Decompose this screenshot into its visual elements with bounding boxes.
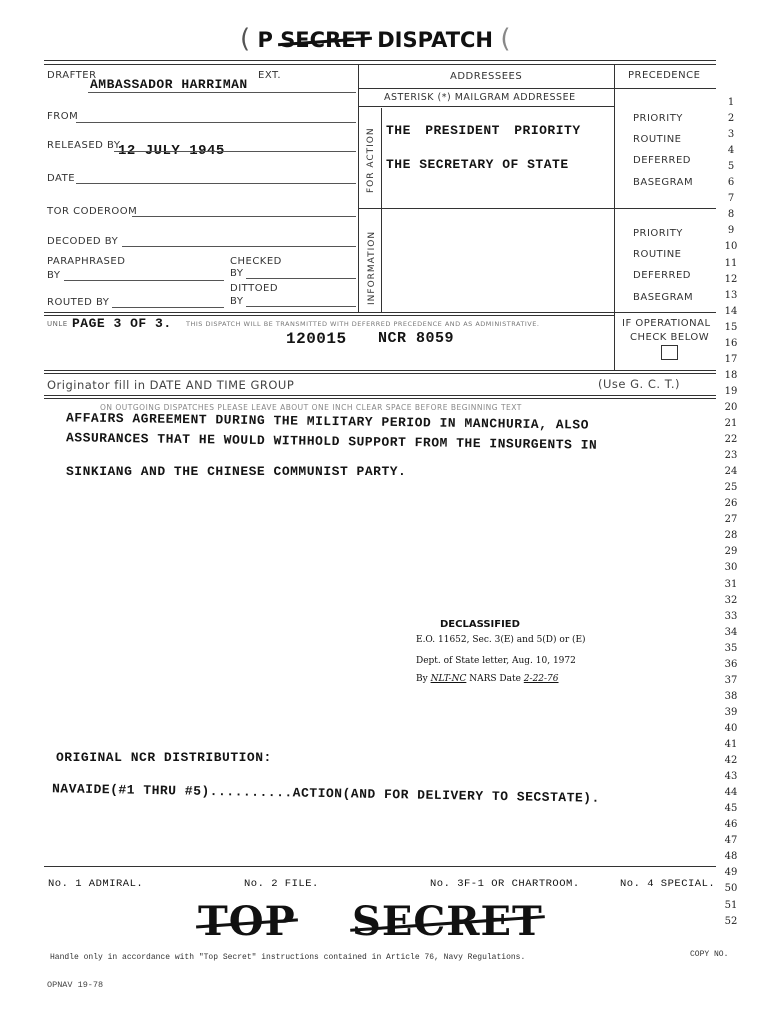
action-prec-priority: PRIORITY [633, 113, 683, 124]
line-number: 49 [724, 867, 738, 879]
line-number: 28 [724, 530, 738, 542]
addressees-label: ADDRESSEES [450, 71, 523, 82]
line-number: 22 [724, 434, 738, 446]
information-label: INFORMATION [367, 230, 377, 305]
originator-rule-bottom [44, 395, 716, 396]
line-number: 34 [724, 626, 738, 638]
precedence-label: PRECEDENCE [628, 70, 701, 81]
paraphrased-by-label: BY [47, 270, 61, 281]
originator-rule-top [44, 370, 716, 371]
declassified-line-2: Dept. of State letter, Aug. 10, 1972 [416, 656, 576, 666]
checked-line [246, 278, 356, 279]
dispatch-title [240, 24, 540, 54]
drafter-line [88, 92, 356, 93]
released-value: 12 JULY 1945 [118, 143, 225, 159]
footer-no3: No. 3F-1 OR CHARTROOM. [430, 878, 580, 890]
decoded-line [122, 246, 356, 247]
declassified-nars: NARS Date [469, 674, 521, 684]
line-number: 19 [724, 385, 738, 397]
action-prec-basegram: BASEGRAM [633, 177, 694, 188]
title-struck: SECRET [280, 28, 370, 52]
footer-no4: No. 4 SPECIAL. [620, 878, 716, 890]
unless-text-start: UNLE [47, 320, 68, 328]
for-action-label: FOR ACTION [366, 127, 376, 193]
action-prec-deferred: DEFERRED [633, 155, 692, 166]
date-line [76, 183, 356, 184]
footer-no2: No. 2 FILE. [244, 878, 319, 890]
line-number: 1 [727, 97, 735, 108]
line-number: 2 [727, 113, 735, 125]
line-number: 25 [724, 482, 738, 494]
use-gct-label: (Use G. C. T.) [598, 377, 680, 391]
tor-line [132, 216, 356, 217]
line-number: 33 [724, 610, 738, 622]
tor-label: TOR CODEROOM [47, 206, 138, 217]
distribution-title: ORIGINAL NCR DISTRIBUTION: [56, 750, 272, 765]
line-number: 17 [724, 353, 738, 365]
body-line-2: ASSURANCES THAT HE WOULD WITHHOLD SUPPORT FROM THE INSURGENTS IN [65, 430, 598, 453]
released-line [114, 151, 356, 152]
line-number: 40 [724, 722, 738, 734]
line-number: 7 [727, 193, 735, 205]
line-number: 23 [724, 450, 738, 462]
col-divider-1 [358, 64, 359, 312]
dittoed-label: DITTOED [230, 283, 279, 294]
paraphrased-line [64, 280, 224, 281]
stamp-secret: SECRET [352, 898, 543, 945]
routed-line [112, 307, 224, 308]
line-number: 41 [724, 739, 738, 750]
asterisk-rule [358, 106, 614, 107]
released-label: RELEASED BY [47, 140, 121, 151]
line-number: 3 [727, 129, 735, 141]
ncr-value: NCR 8059 [378, 330, 455, 347]
footer-rule [44, 866, 716, 867]
info-prec-deferred: DEFERRED [633, 270, 692, 281]
line-number: 39 [724, 706, 738, 718]
precedence-rule [614, 88, 716, 89]
line-number: 30 [724, 562, 738, 574]
action-addressee-president: THE PRESIDENT PRIORITY [386, 123, 581, 138]
info-prec-priority: PRIORITY [633, 228, 683, 239]
checked-by-label: BY [230, 268, 244, 279]
action-addressee-secstate: THE SECRETARY OF STATE [386, 157, 569, 172]
line-number: 26 [724, 498, 738, 510]
operational-checkbox[interactable] [661, 345, 678, 360]
line-number: 21 [724, 418, 738, 429]
line-number: 9 [727, 225, 735, 237]
dtg-value: 120015 [286, 330, 347, 348]
check-below-label: CHECK BELOW [630, 332, 710, 343]
line-number: 6 [727, 177, 735, 189]
info-prec-routine: ROUTINE [633, 249, 682, 260]
line-number: 52 [724, 915, 738, 927]
line-number: 35 [724, 642, 738, 654]
info-prec-basegram: BASEGRAM [633, 292, 694, 303]
bracket-icon: ( [500, 24, 511, 54]
date-label: DATE [47, 173, 76, 184]
top-rule-2 [44, 64, 716, 65]
line-number: 43 [724, 771, 738, 783]
unless-text-end: THIS DISPATCH WILL BE TRANSMITTED WITH DEFERRED PRECEDENCE AND AS ADMINISTRATIVE. [186, 320, 540, 328]
line-number: 18 [724, 369, 738, 381]
form-id: OPNAV 19-78 [47, 980, 104, 990]
bracket-icon: ( [240, 24, 251, 54]
originator-rule-top-2 [44, 373, 716, 374]
title-prefix: P [257, 28, 273, 52]
line-number: 44 [724, 787, 738, 799]
drafter-value: AMBASSADOR HARRIMAN [90, 77, 248, 92]
line-number: 16 [724, 337, 738, 349]
footer-no1: No. 1 ADMIRAL. [48, 878, 144, 890]
routed-label: ROUTED BY [47, 297, 110, 308]
body-line-1: AFFAIRS AGREEMENT DURING THE MILITARY PERIOD IN MANCHURIA, ALSO [65, 410, 590, 433]
paraphrased-label: PARAPHRASED [47, 256, 126, 267]
declassified-line-1: E.O. 11652, Sec. 3(E) and 5(D) or (E) [416, 635, 586, 645]
line-number: 20 [724, 401, 738, 413]
line-number: 14 [724, 305, 738, 317]
body-line-3: SINKIANG AND THE CHINESE COMMUNIST PARTY. [66, 464, 407, 479]
drafter-label: DRAFTER [47, 70, 97, 81]
distribution-line: NAVAIDE(#1 THRU #5)..........ACTION(AND FOR DELIVERY TO SECSTATE). [51, 781, 600, 806]
from-label: FROM [47, 111, 79, 122]
declassified-by: By [416, 674, 428, 684]
outgoing-notice: ON OUTGOING DISPATCHES PLEASE LEAVE ABOUT ONE INCH CLEAR SPACE BEFORE BEGINNING TEXT [100, 403, 522, 412]
line-number: 13 [724, 289, 738, 301]
stamp-top: TOP [198, 898, 296, 945]
declassified-date: 2-22-76 [523, 674, 559, 684]
action-prec-routine: ROUTINE [633, 134, 682, 145]
top-rule [44, 60, 716, 61]
checked-label: CHECKED [230, 256, 282, 267]
decoded-label: DECODED BY [47, 236, 119, 247]
originator-label: Originator fill in DATE AND TIME GROUP [47, 378, 295, 392]
line-number: 47 [724, 835, 738, 847]
line-number: 45 [724, 803, 738, 815]
line-number: 31 [724, 578, 738, 590]
declassified-title: DECLASSIFIED [440, 619, 520, 630]
line-number: 38 [724, 690, 738, 702]
dittoed-line [246, 306, 356, 307]
ext-label: EXT. [258, 70, 282, 81]
asterisk-label: ASTERISK (*) MAILGRAM ADDRESSEE [384, 92, 576, 103]
if-operational-label: IF OPERATIONAL [622, 318, 711, 329]
line-number: 50 [724, 883, 738, 895]
line-number: 4 [727, 145, 735, 157]
line-number: 5 [727, 161, 735, 173]
line-number: 24 [724, 466, 738, 478]
line-number: 48 [724, 851, 738, 863]
line-number: 29 [724, 546, 738, 558]
declassified-line-3 [416, 674, 559, 684]
originator-rule-bottom-2 [44, 398, 716, 399]
line-number: 27 [724, 514, 738, 526]
line-number: 32 [724, 594, 738, 606]
action-info-rule [358, 208, 716, 209]
line-number: 42 [724, 755, 738, 767]
col-divider-action [381, 108, 382, 312]
copy-no-label: COPY NO. [690, 950, 729, 959]
unless-rule-top [44, 312, 716, 313]
col-divider-2 [614, 64, 615, 370]
handle-text: Handle only in accordance with "Top Secret" instructions contained in Article 76, Navy Regulations. [50, 953, 526, 962]
line-number: 10 [724, 241, 738, 253]
line-number: 37 [724, 674, 738, 686]
declassified-signature: NLT-NC [430, 674, 467, 684]
line-number: 36 [724, 658, 738, 670]
from-line [76, 122, 356, 123]
line-number: 15 [724, 321, 738, 333]
addressees-rule [358, 88, 614, 89]
page-value: PAGE 3 OF 3. [72, 316, 172, 331]
line-number: 12 [724, 273, 738, 285]
line-number: 11 [724, 257, 738, 269]
line-number: 8 [727, 209, 735, 221]
line-number: 46 [724, 819, 738, 831]
line-number: 51 [724, 899, 738, 911]
dittoed-by-label: BY [230, 296, 244, 307]
title-suffix: DISPATCH [377, 28, 494, 52]
